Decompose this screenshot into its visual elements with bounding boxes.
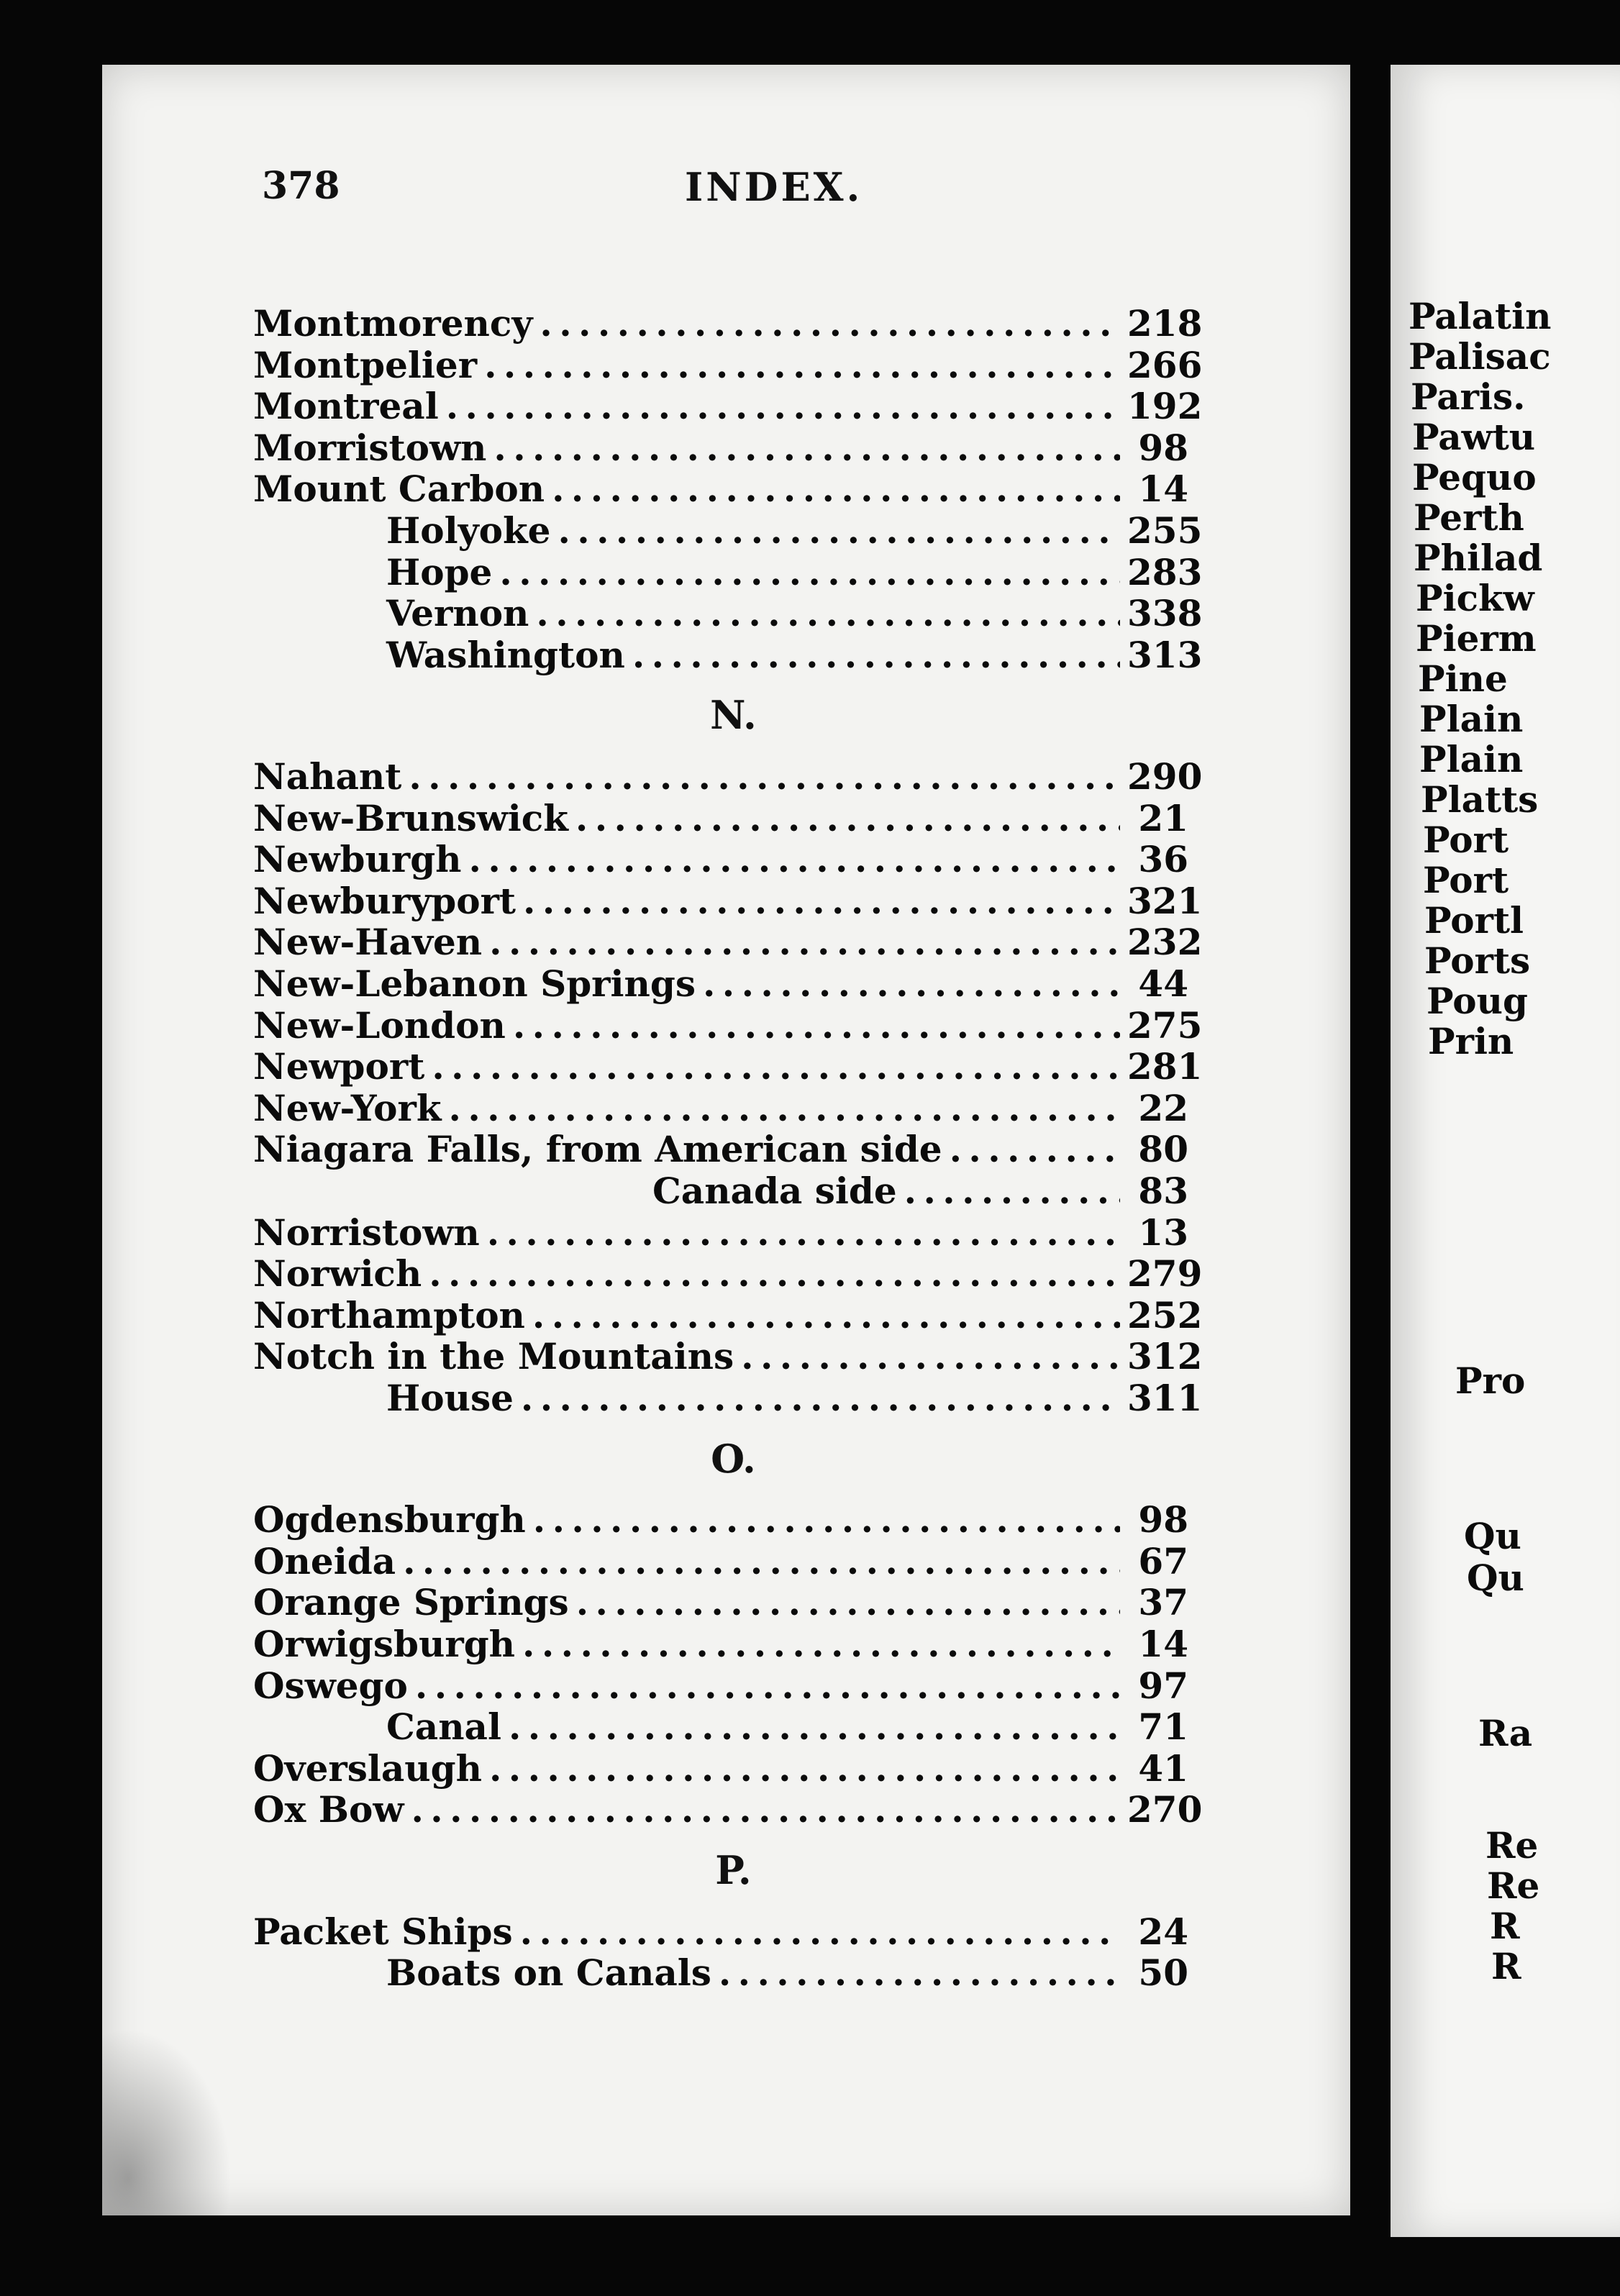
index-entry: [102, 1581, 1350, 1623]
entry-name: Packet Ships: [253, 1910, 513, 1953]
entry-name: New-London: [253, 1003, 506, 1047]
index-entry: [102, 634, 1350, 675]
index-entry: [102, 1045, 1350, 1087]
entry-page: 22: [1138, 1086, 1188, 1129]
entry-page: 192: [1127, 385, 1203, 428]
index-entry: [102, 1377, 1350, 1418]
entry-page: 252: [1127, 1293, 1203, 1336]
section-letter: P.: [715, 1847, 752, 1893]
entry-name: Holyoke: [386, 509, 551, 552]
entry-page: 71: [1138, 1705, 1188, 1749]
entry-name: Nahant: [253, 755, 402, 798]
leader-dots: [513, 1004, 1120, 1047]
entry-name: Overslaugh: [253, 1746, 482, 1790]
entry-page: 218: [1127, 302, 1203, 345]
leader-dots: [719, 1951, 1120, 1994]
right-page-fragment: R: [1490, 1905, 1520, 1947]
index-entry: [102, 838, 1350, 880]
index-entry: [102, 592, 1350, 634]
entry-name: Montpelier: [253, 343, 478, 386]
leader-dots: [522, 1623, 1120, 1665]
entry-name: Oswego: [253, 1664, 408, 1707]
entry-name: New-York: [253, 1086, 442, 1129]
leader-dots: [499, 551, 1120, 593]
leader-dots: [415, 1664, 1120, 1707]
entry-page: 321: [1127, 879, 1203, 922]
right-page-fragment: Palatin: [1409, 295, 1552, 337]
index-entry: [102, 1705, 1350, 1747]
index-entry: [102, 344, 1350, 386]
entry-page: 281: [1127, 1045, 1203, 1088]
entry-name: Mount Carbon: [253, 468, 545, 511]
leader-dots: [449, 1087, 1121, 1129]
leader-dots: [489, 921, 1120, 963]
entry-page: 338: [1127, 592, 1203, 635]
right-page-fragment: Plain: [1419, 698, 1524, 740]
leader-dots: [703, 962, 1120, 1005]
leader-dots: [489, 1747, 1120, 1790]
index-entry: [102, 921, 1350, 962]
right-page-fragment: Palisac: [1409, 335, 1551, 378]
entry-name: House: [386, 1377, 514, 1419]
index-entry: [102, 509, 1350, 551]
leader-dots: [411, 1788, 1120, 1831]
leader-dots: [575, 797, 1120, 839]
index-entry: [102, 1004, 1350, 1046]
entry-page: 290: [1127, 755, 1203, 798]
entry-name: Canada side: [652, 1170, 897, 1212]
leader-dots: [403, 1540, 1120, 1582]
leader-dots: [558, 509, 1120, 552]
leader-dots: [469, 838, 1120, 880]
index-entry: [102, 302, 1350, 344]
right-page-fragment: Qu: [1467, 1557, 1524, 1599]
right-page-fragment: Qu: [1464, 1515, 1521, 1557]
section-letter: O.: [711, 1435, 756, 1482]
leader-dots: [446, 385, 1120, 427]
entry-name: Morristown: [253, 426, 487, 469]
leader-dots: [540, 302, 1120, 345]
index-entry: [102, 1211, 1350, 1253]
entry-name: Notch in the Mountains: [253, 1335, 734, 1378]
entry-page: 266: [1127, 343, 1203, 386]
entry-name: Orange Springs: [253, 1581, 569, 1624]
leader-dots: [409, 755, 1120, 798]
entry-page: 279: [1127, 1252, 1203, 1295]
entry-name: Montreal: [253, 385, 439, 428]
entry-page: 24: [1138, 1910, 1188, 1953]
leader-dots: [432, 1045, 1120, 1088]
index-entry: [102, 1128, 1350, 1170]
index-entry: [102, 551, 1350, 593]
index-entry: [102, 1335, 1350, 1377]
page-smudge: [102, 2028, 232, 2215]
entry-name: Newburyport: [253, 879, 517, 922]
index-entry: [102, 1540, 1350, 1582]
entry-page: 83: [1138, 1170, 1188, 1212]
entry-page: 313: [1127, 633, 1203, 676]
entry-page: 41: [1138, 1746, 1188, 1790]
leader-dots: [523, 880, 1120, 922]
leader-dots: [632, 634, 1120, 676]
entry-name: New-Lebanon Springs: [253, 962, 696, 1005]
entry-page: 37: [1138, 1581, 1188, 1624]
index-entry: [102, 1747, 1350, 1789]
right-page-fragment: Pequo: [1412, 456, 1537, 498]
leader-dots: [532, 1294, 1120, 1336]
entry-name: Orwigsburgh: [253, 1623, 516, 1665]
entry-page: 21: [1138, 796, 1188, 839]
leader-dots: [429, 1252, 1120, 1295]
entry-page: 255: [1127, 509, 1203, 552]
right-page-fragment: Re: [1487, 1864, 1540, 1907]
leader-dots: [493, 427, 1120, 469]
entry-page: 14: [1138, 1623, 1188, 1665]
entry-page: 232: [1127, 921, 1203, 964]
entry-name: Norristown: [253, 1211, 480, 1254]
entry-page: 14: [1138, 468, 1188, 511]
entry-name: Niagara Falls, from American side: [253, 1128, 942, 1171]
index-entry: [102, 880, 1350, 921]
right-page-fragment: Port: [1423, 819, 1509, 861]
leader-dots: [950, 1128, 1120, 1170]
right-page-fragment: Philad: [1414, 537, 1543, 579]
leader-dots: [487, 1211, 1120, 1254]
index-entry: [102, 1788, 1350, 1830]
index-entry: [102, 1294, 1350, 1336]
right-page-fragment: Port: [1423, 859, 1509, 901]
leader-dots: [520, 1910, 1120, 1953]
entry-page: 283: [1127, 550, 1203, 593]
right-page-fragment: Poug: [1426, 980, 1528, 1022]
right-page-fragment: Ports: [1424, 939, 1531, 982]
right-page: [1391, 65, 1620, 2237]
index-entry: [102, 385, 1350, 427]
entry-name: Ogdensburgh: [253, 1498, 526, 1541]
entry-name: Washington: [386, 633, 625, 676]
entry-name: Newport: [253, 1045, 425, 1088]
entry-page: 97: [1138, 1664, 1188, 1707]
entry-page: 50: [1138, 1951, 1188, 1995]
index-entry: [102, 427, 1350, 468]
page-title: INDEX.: [685, 164, 863, 210]
right-page-fragment: Perth: [1414, 496, 1524, 539]
leader-dots: [904, 1170, 1120, 1212]
leader-dots: [509, 1705, 1120, 1748]
entry-name: New-Brunswick: [253, 796, 568, 839]
left-page: [102, 65, 1350, 2215]
index-entry: [102, 1498, 1350, 1540]
right-page-fragment: Ra: [1478, 1712, 1533, 1754]
index-entry: [102, 1252, 1350, 1294]
index-entry: [102, 1910, 1350, 1952]
right-page-fragment: Portl: [1424, 899, 1524, 942]
entry-page: 275: [1127, 1003, 1203, 1047]
entry-page: 98: [1138, 1498, 1188, 1541]
right-page-fragment: Pine: [1418, 657, 1508, 700]
right-page-fragment: Re: [1485, 1824, 1539, 1867]
entry-page: 13: [1138, 1211, 1188, 1254]
entry-name: Newburgh: [253, 838, 462, 881]
entry-name: Norwich: [253, 1252, 422, 1295]
entry-name: Montmorency: [253, 302, 533, 345]
entry-page: 36: [1138, 838, 1188, 881]
index-entry: [102, 1951, 1350, 1993]
right-page-fragment: Platts: [1421, 778, 1539, 821]
index-entry: [102, 468, 1350, 509]
index-entry: [102, 1087, 1350, 1129]
leader-dots: [576, 1581, 1120, 1623]
right-page-fragment: Pro: [1455, 1359, 1526, 1402]
entry-page: 80: [1138, 1128, 1188, 1171]
entry-name: Northampton: [253, 1293, 525, 1336]
entry-name: Canal: [386, 1705, 501, 1749]
entry-name: Hope: [386, 550, 493, 593]
page-header: [102, 164, 1350, 222]
index-entry: [102, 1664, 1350, 1706]
entry-name: Oneida: [253, 1539, 396, 1582]
entry-page: 98: [1138, 426, 1188, 469]
right-page-fragment: Pierm: [1416, 617, 1537, 660]
entry-name: Ox Bow: [253, 1788, 404, 1831]
right-page-fragment: Paris.: [1411, 375, 1526, 418]
index-entry: [102, 1170, 1350, 1211]
entry-page: 311: [1127, 1377, 1203, 1419]
right-page-fragment: Pawtu: [1412, 416, 1536, 458]
leader-dots: [536, 592, 1120, 634]
leader-dots: [533, 1498, 1120, 1541]
index-entry: [102, 962, 1350, 1004]
entry-page: 270: [1127, 1788, 1203, 1831]
entry-name: New-Haven: [253, 921, 483, 964]
entry-page: 312: [1127, 1335, 1203, 1378]
index-entry: [102, 1623, 1350, 1664]
index-entry: [102, 755, 1350, 797]
index-entry: [102, 797, 1350, 839]
leader-dots: [484, 344, 1120, 386]
leader-dots: [552, 468, 1120, 510]
right-page-fragment: Pickw: [1416, 577, 1534, 619]
entry-name: Boats on Canals: [386, 1951, 711, 1995]
page-number: 378: [262, 164, 340, 208]
leader-dots: [741, 1335, 1120, 1377]
right-page-fragment: Prin: [1428, 1020, 1514, 1062]
entry-page: 67: [1138, 1539, 1188, 1582]
section-letter: N.: [710, 692, 757, 739]
entry-page: 44: [1138, 962, 1188, 1005]
right-page-fragment: R: [1491, 1945, 1521, 1987]
entry-name: Vernon: [386, 592, 529, 635]
right-page-fragment: Plain: [1419, 738, 1524, 780]
leader-dots: [521, 1377, 1120, 1419]
